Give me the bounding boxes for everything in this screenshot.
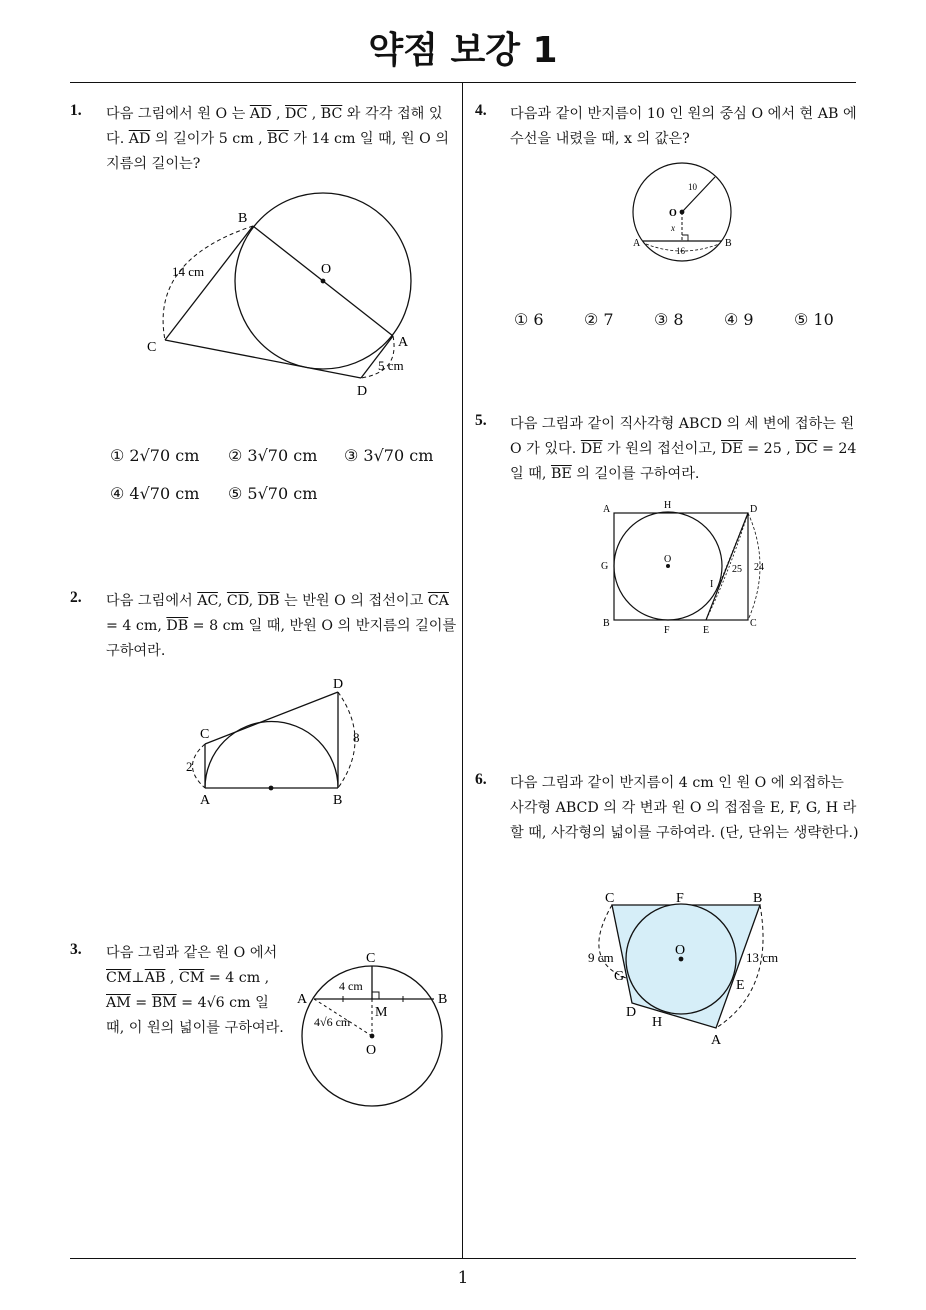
page-title: 약점 보강 1	[368, 30, 558, 71]
q4-label-b: B	[725, 238, 732, 249]
page-number: 1	[457, 1268, 469, 1288]
q6-label-b: B	[753, 891, 763, 906]
q5-label-i: I	[710, 579, 714, 590]
q2-label-b: B	[333, 793, 343, 808]
q1-length-ad: 5 cm	[378, 358, 404, 373]
question-5-text: 다음 그림과 같이 직사각형 ABCD 의 세 변에 접하는 원 O 가 있다. $\overline{DE}$ 가 원의 접선이고, $\overline{DE} = 25$ , $\overline{DC} = 24$ 일 때, $\overline{BE}$ 의 길이를 구하여라.	[510, 416, 857, 482]
q1-choice-3[interactable]: ③ 3√70 cm	[344, 446, 434, 465]
q4-choice-5[interactable]: ⑤ 10	[794, 310, 834, 329]
q3-length-am: 4√6 cm	[314, 1015, 351, 1029]
q3-length-cm: 4 cm	[339, 979, 363, 993]
question-3-text: 다음 그림과 같은 원 O 에서 $\overline{CM}\perp\overline{AB}$ , $\overline{CM} = 4$ cm , $\overline{AM} = \overline{BM} = 4√6$ cm 일 때, 이 원의 넓이를 구하여라.	[106, 945, 284, 1036]
question-5-number: 5.	[475, 412, 487, 429]
q1-choice-1[interactable]: ① 2√70 cm	[110, 446, 200, 465]
question-6-text: 다음 그림과 같이 반지름이 4 cm 인 원 O 에 외접하는 사각형 ABCD 의 각 변과 원 O 의 접점을 E, F, G, H 라 할 때, 사각형의 넓이를 구하여라. (단, 단위는 생략한다.)	[510, 775, 859, 841]
q1-label-b: B	[238, 211, 248, 226]
q3-label-o: O	[366, 1043, 377, 1058]
question-1-number: 1.	[70, 102, 82, 119]
q1-label-c: C	[147, 340, 157, 355]
q4-choice-3[interactable]: ③ 8	[654, 310, 684, 329]
question-1-text: 다음 그림에서 원 O 는 $\overline{AD}$ , $\overline{DC}$ , $\overline{BC}$ 와 각각 접해 있다. $\overline{AD}$ 의 길이가 5 cm , $\overline{BC}$ 가 14 cm 일 때, 원 O 의 지름의 길이는?	[106, 106, 449, 172]
q1-label-d: D	[357, 384, 368, 399]
q5-label-o: O	[664, 554, 672, 565]
q2-label-c: C	[200, 727, 210, 742]
q6-length-cd: 9 cm	[588, 950, 614, 965]
q6-label-d: D	[626, 1005, 637, 1020]
question-6-number: 6.	[475, 771, 487, 788]
q5-label-g: G	[601, 561, 609, 572]
q3-label-m: M	[375, 1005, 388, 1020]
q4-choice-4[interactable]: ④ 9	[724, 310, 754, 329]
q3-label-b: B	[438, 992, 448, 1007]
q2-length-db: 8	[353, 730, 360, 745]
question-4-number: 4.	[475, 102, 487, 119]
question-4-text: 다음과 같이 반지름이 10 인 원의 중심 O 에서 현 AB 에 수선을 내렸을 때, x 의 값은?	[510, 106, 857, 147]
q5-length-de: 25	[732, 564, 742, 575]
q6-label-g: G	[614, 969, 625, 984]
q6-label-o: O	[675, 943, 686, 958]
q1-length-bc: 14 cm	[172, 264, 205, 279]
q1-choice-2[interactable]: ② 3√70 cm	[228, 446, 318, 465]
q4-choice-2[interactable]: ② 7	[584, 310, 614, 329]
q2-length-ca: 2	[186, 759, 193, 774]
q6-label-h: H	[652, 1015, 663, 1030]
q5-label-d: D	[750, 504, 758, 515]
q4-label-a: A	[633, 238, 641, 249]
q5-label-f: F	[664, 625, 670, 636]
q1-label-a: A	[398, 335, 409, 350]
q2-label-a: A	[200, 793, 211, 808]
question-3-number: 3.	[70, 941, 82, 958]
q4-length-r: 10	[688, 182, 697, 192]
q3-label-a: A	[297, 992, 308, 1007]
q6-label-f: F	[676, 891, 684, 906]
q5-label-a: A	[603, 504, 611, 515]
q4-length-chord: 16	[676, 246, 685, 256]
q6-label-a: A	[711, 1033, 722, 1048]
question-2-number: 2.	[70, 589, 82, 606]
q6-length-ab: 13 cm	[746, 950, 779, 965]
q1-choice-5[interactable]: ⑤ 5√70 cm	[228, 484, 318, 503]
q6-label-e: E	[736, 978, 745, 993]
q2-label-d: D	[333, 677, 344, 692]
q3-label-c: C	[366, 951, 376, 966]
q4-label-x: x	[671, 223, 675, 233]
q5-label-c: C	[750, 618, 757, 629]
q5-label-b: B	[603, 618, 610, 629]
q5-length-dc: 24	[754, 562, 764, 573]
q1-choice-4[interactable]: ④ 4√70 cm	[110, 484, 200, 503]
q5-label-h: H	[664, 500, 672, 511]
q4-choice-1[interactable]: ① 6	[514, 310, 544, 329]
q1-label-o: O	[321, 262, 332, 277]
q6-label-c: C	[605, 891, 615, 906]
question-2-text: 다음 그림에서 $\overline{AC}$, $\overline{CD}$, $\overline{DB}$ 는 반원 O 의 접선이고 $\overline{CA} = 4$ cm, $\overline{DB} = 8$ cm 일 때, 반원 O 의 반지름의 길이를 구하여라.	[106, 593, 457, 659]
q5-label-e: E	[703, 625, 710, 636]
q4-label-o: O	[669, 208, 677, 219]
